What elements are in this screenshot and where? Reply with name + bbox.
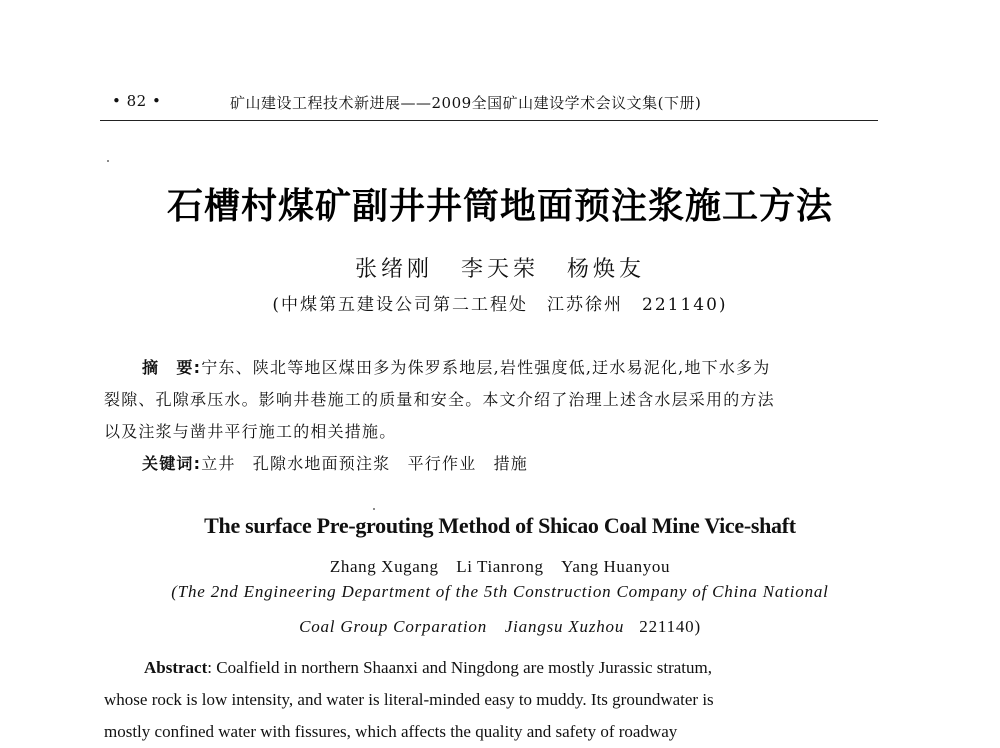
- author-name: 李天荣: [460, 257, 539, 282]
- author-name: 杨焕友: [567, 257, 646, 282]
- abstract-cn-line: 摘 要:宁东、陕北等地区煤田多为侏罗系地层,岩性强度低,迂水易泥化,地下水多为: [142, 358, 771, 377]
- authors-cn: [0, 252, 1000, 283]
- authors-en: Zhang Xugang Li Tianrong Yang Huanyou: [329, 557, 671, 576]
- abstract-en-line: whose rock is low intensity, and water is literal-minded easy to muddy. Its groundwater is: [104, 690, 714, 709]
- abstract-en-line: Abstract: Coalfield in northern Shaanxi and Ningdong are mostly Jurassic stratum,: [144, 658, 712, 677]
- keywords-text: 立井 孔隙水地面预注浆 平行作业 措施: [201, 454, 529, 473]
- header-rule: [100, 120, 878, 121]
- affiliation-en-line2: Coal Group Corparation Jiangsu Xuzhou 221140): [299, 617, 701, 636]
- abstract-en-line: mostly confined water with fissures, which affects the quality and safety of roadway: [104, 722, 678, 741]
- affiliation-cn: (中煤第五建设公司第二工程处 江苏徐州 221140): [272, 295, 728, 315]
- keywords-cn: [104, 448, 882, 480]
- abstract-cn-line: 裂隙、孔隙承压水。影响井巷施工的质量和安全。本文介绍了治理上述含水层采用的方法: [104, 390, 775, 409]
- abstract-en-label: Abstract: [144, 658, 208, 677]
- paper-title-en: The surface Pre-grouting Method of Shicao Coal Mine Vice-shaft: [204, 513, 796, 538]
- scan-speck: [373, 508, 375, 510]
- paper-title-cn: 石槽村煤矿副井井筒地面预注浆施工方法: [166, 186, 833, 227]
- page-number: • 82 •: [112, 92, 162, 110]
- author-name: 张绪刚: [354, 257, 433, 282]
- abstract-en: [104, 652, 880, 748]
- affiliation-en-line1: (The 2nd Engineering Department of the 5th Construction Company of China National: [171, 582, 829, 601]
- abstract-cn-line: 以及注浆与凿井平行施工的相关措施。: [104, 422, 397, 441]
- running-title: 矿山建设工程技术新进展——2009全国矿山建设学术会议文集(下册): [230, 94, 702, 112]
- abstract-cn: [104, 352, 882, 480]
- abstract-cn-label: 摘 要:: [142, 358, 202, 377]
- keywords-label: 关键词:: [142, 454, 202, 473]
- postal-code: 221140): [639, 617, 701, 636]
- scan-speck: [107, 160, 109, 162]
